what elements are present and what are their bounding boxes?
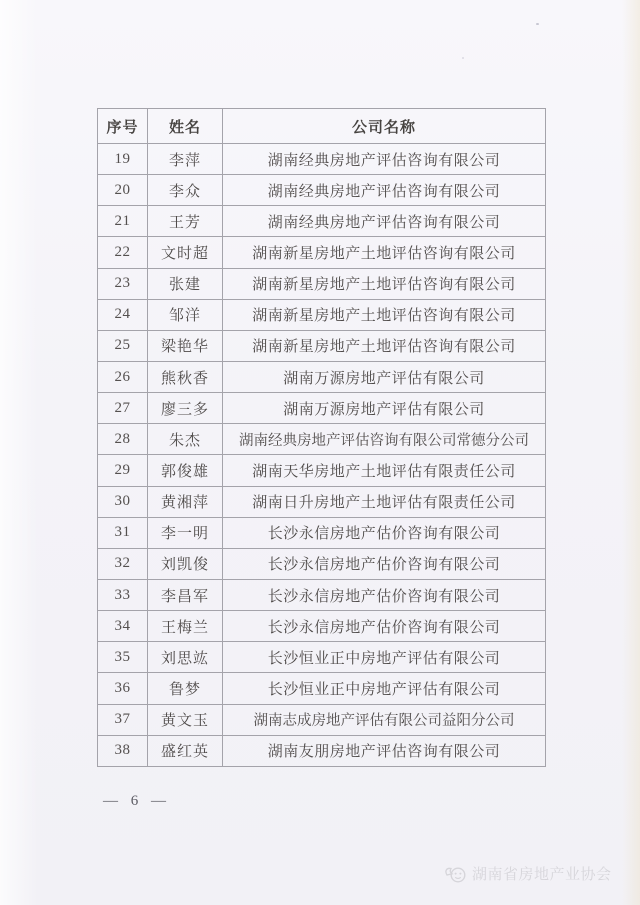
cell-name: 李萍 — [148, 144, 223, 175]
cell-company: 湖南万源房地产评估有限公司 — [223, 361, 546, 392]
cell-company: 湖南天华房地产土地评估有限责任公司 — [223, 455, 546, 486]
table-header-row — [98, 109, 546, 144]
table-row — [98, 611, 546, 642]
cell-name: 王梅兰 — [148, 611, 223, 642]
cell-company: 湖南新星房地产土地评估咨询有限公司 — [223, 268, 546, 299]
cell-no: 35 — [98, 642, 148, 673]
cell-company: 湖南经典房地产评估咨询有限公司 — [223, 175, 546, 206]
cell-name: 郭俊雄 — [148, 455, 223, 486]
scan-edge-left — [0, 0, 38, 905]
cell-no: 27 — [98, 393, 148, 424]
cell-company: 湖南经典房地产评估咨询有限公司 — [223, 206, 546, 237]
cell-name: 刘凯俊 — [148, 548, 223, 579]
cell-name: 李一明 — [148, 517, 223, 548]
cell-name: 邹洋 — [148, 299, 223, 330]
cell-company: 湖南万源房地产评估有限公司 — [223, 393, 546, 424]
cell-company: 湖南新星房地产土地评估咨询有限公司 — [223, 237, 546, 268]
member-table — [97, 108, 546, 767]
table-row — [98, 330, 546, 361]
cell-company: 湖南经典房地产评估咨询有限公司常德分公司 — [223, 424, 546, 455]
table-row — [98, 517, 546, 548]
cell-company: 湖南新星房地产土地评估咨询有限公司 — [223, 330, 546, 361]
table-row — [98, 455, 546, 486]
cell-name: 朱杰 — [148, 424, 223, 455]
cell-no: 24 — [98, 299, 148, 330]
column-header-company: 公司名称 — [223, 109, 546, 144]
cell-name: 张建 — [148, 268, 223, 299]
cell-name: 梁艳华 — [148, 330, 223, 361]
scan-speck — [536, 23, 539, 25]
cell-name: 盛红英 — [148, 735, 223, 766]
scan-speck — [462, 57, 464, 59]
table-row — [98, 642, 546, 673]
cell-company: 湖南友朋房地产评估咨询有限公司 — [223, 735, 546, 766]
cell-name: 刘思竑 — [148, 642, 223, 673]
cell-no: 36 — [98, 673, 148, 704]
cell-name: 黄文玉 — [148, 704, 223, 735]
cell-name: 李昌军 — [148, 579, 223, 610]
cell-no: 33 — [98, 579, 148, 610]
cell-no: 22 — [98, 237, 148, 268]
cell-company: 长沙永信房地产估价咨询有限公司 — [223, 611, 546, 642]
cell-no: 30 — [98, 486, 148, 517]
cell-name: 李众 — [148, 175, 223, 206]
cell-no: 29 — [98, 455, 148, 486]
cell-name: 王芳 — [148, 206, 223, 237]
table-row — [98, 735, 546, 766]
cell-no: 31 — [98, 517, 148, 548]
cell-no: 38 — [98, 735, 148, 766]
cell-name: 廖三多 — [148, 393, 223, 424]
page-number: — 6 — — [103, 793, 167, 809]
table-row — [98, 393, 546, 424]
association-logo-icon — [443, 864, 468, 884]
cell-no: 32 — [98, 548, 148, 579]
cell-company: 湖南日升房地产土地评估有限责任公司 — [223, 486, 546, 517]
cell-name: 熊秋香 — [148, 361, 223, 392]
cell-company: 长沙永信房地产估价咨询有限公司 — [223, 579, 546, 610]
watermark-text: 湖南省房地产业协会 — [472, 867, 612, 883]
column-header-no: 序号 — [98, 109, 148, 144]
cell-name: 鲁梦 — [148, 673, 223, 704]
table-row — [98, 548, 546, 579]
table-row — [98, 299, 546, 330]
cell-company: 长沙永信房地产估价咨询有限公司 — [223, 548, 546, 579]
scan-edge-right — [622, 0, 640, 905]
table-row — [98, 704, 546, 735]
table-row — [98, 175, 546, 206]
cell-company: 长沙永信房地产估价咨询有限公司 — [223, 517, 546, 548]
table-row — [98, 424, 546, 455]
cell-name: 黄湘萍 — [148, 486, 223, 517]
footer-watermark — [443, 863, 612, 884]
cell-company: 长沙恒业正中房地产评估有限公司 — [223, 673, 546, 704]
cell-no: 34 — [98, 611, 148, 642]
cell-company: 湖南新星房地产土地评估咨询有限公司 — [223, 299, 546, 330]
cell-name: 文时超 — [148, 237, 223, 268]
table-row — [98, 673, 546, 704]
cell-no: 26 — [98, 361, 148, 392]
cell-company: 长沙恒业正中房地产评估有限公司 — [223, 642, 546, 673]
table-row — [98, 237, 546, 268]
table-row — [98, 268, 546, 299]
table-row — [98, 579, 546, 610]
cell-no: 28 — [98, 424, 148, 455]
cell-no: 20 — [98, 175, 148, 206]
table-row — [98, 361, 546, 392]
cell-no: 23 — [98, 268, 148, 299]
table-row — [98, 486, 546, 517]
table-row — [98, 206, 546, 237]
member-table-body — [98, 144, 546, 767]
cell-no: 21 — [98, 206, 148, 237]
cell-no: 25 — [98, 330, 148, 361]
cell-no: 37 — [98, 704, 148, 735]
cell-company: 湖南经典房地产评估咨询有限公司 — [223, 144, 546, 175]
cell-no: 19 — [98, 144, 148, 175]
table-row — [98, 144, 546, 175]
cell-company: 湖南志成房地产评估有限公司益阳分公司 — [223, 704, 546, 735]
column-header-name: 姓名 — [148, 109, 223, 144]
